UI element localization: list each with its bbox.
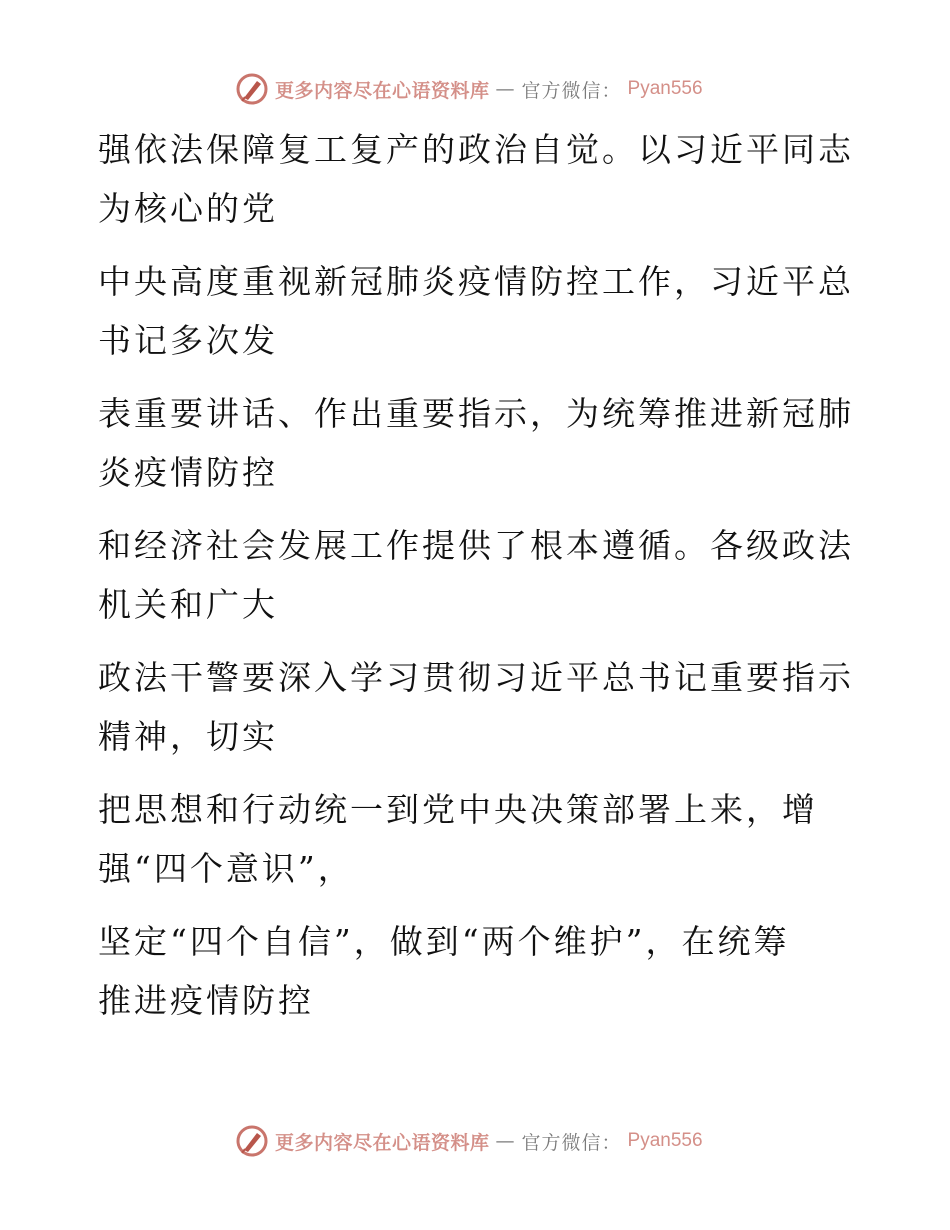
text-line: 坚定“四个自信”，做到“两个维护”，在统筹: [98, 922, 790, 961]
text-line: 强“四个意识”，: [98, 849, 354, 888]
watermark-suffix: 官方微信：: [521, 79, 622, 102]
text-line: 精神，切实: [98, 717, 278, 756]
paragraph: [98, 384, 854, 502]
text-line: 强依法保障复工复产的政治自觉。以习近平同志: [98, 130, 854, 169]
header-watermark: [235, 72, 703, 106]
paragraph: [98, 912, 838, 1030]
paragraph: [98, 648, 854, 766]
text-line: 中央高度重视新冠肺炎疫情防控工作，习近平总: [98, 262, 854, 301]
text-line: 把思想和行动统一到党中央决策部署上来，增: [98, 790, 818, 829]
text-line: 和经济社会发展工作提供了根本遵循。各级政法: [98, 526, 854, 565]
watermark-prefix: 更多内容尽在心语资料库: [275, 79, 490, 102]
watermark-prefix: 更多内容尽在心语资料库: [275, 1131, 490, 1154]
watermark-separator: —: [495, 1130, 516, 1152]
paragraph: [98, 516, 854, 634]
document-body: [98, 120, 854, 1044]
quill-pen-circle-icon: [235, 1124, 269, 1158]
watermark-separator: —: [495, 78, 516, 100]
footer-watermark: [235, 1124, 703, 1158]
text-line: 推进疫情防控: [98, 981, 314, 1020]
quill-pen-circle-icon: [235, 72, 269, 106]
watermark-id: Pyan556: [627, 1130, 703, 1151]
text-line: 为核心的党: [98, 189, 278, 228]
paragraph: [98, 120, 854, 238]
watermark-suffix: 官方微信：: [521, 1131, 622, 1154]
watermark-id: Pyan556: [627, 78, 703, 99]
text-line: 炎疫情防控: [98, 453, 278, 492]
text-line: 书记多次发: [98, 321, 278, 360]
paragraph: [98, 252, 854, 370]
text-line: 机关和广大: [98, 585, 278, 624]
paragraph: [98, 780, 838, 898]
text-line: 表重要讲话、作出重要指示，为统筹推进新冠肺: [98, 394, 854, 433]
text-line: 政法干警要深入学习贯彻习近平总书记重要指示: [98, 658, 854, 697]
